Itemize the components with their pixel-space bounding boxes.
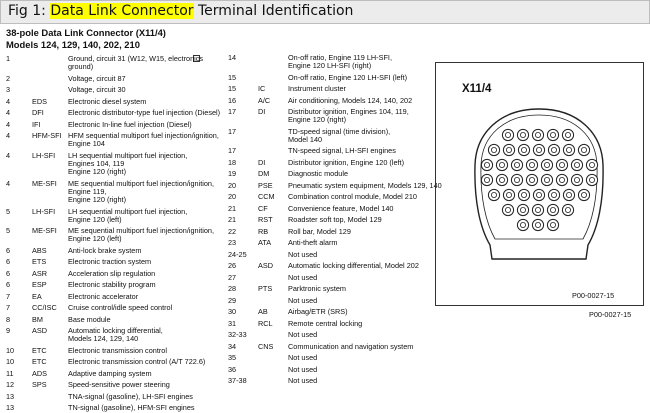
pin-number: 16 [228, 95, 237, 105]
pin-code: ADS [32, 368, 48, 378]
pin-code: CF [258, 203, 268, 213]
pin-socket [556, 174, 567, 185]
pin-number: 23 [228, 238, 237, 248]
pin-description: Engine 120 (right) [288, 115, 347, 125]
pin-socket [532, 129, 543, 140]
pin-number: 7 [6, 303, 11, 313]
pin-row [228, 180, 442, 190]
pin-code: IC [258, 84, 266, 94]
pin-description: On-off ratio, Engine 119 LH-SFI, [288, 53, 392, 62]
pin-number: 21 [228, 203, 237, 213]
pin-number: 4 [6, 96, 11, 106]
pin-code: SPS [32, 380, 47, 390]
pin-number: 22 [228, 226, 237, 236]
pin-socket [526, 159, 537, 170]
pin-row [228, 193, 428, 201]
pin-row [228, 216, 428, 224]
pin-socket [503, 144, 514, 155]
pin-socket [571, 174, 582, 185]
pin-row [6, 180, 230, 205]
pin-description: Engine 119, [68, 186, 107, 196]
pin-description: Distributor ignition, Engines 104, 119, [288, 107, 409, 117]
pin-socket [517, 219, 528, 230]
pin-number: 32-33 [228, 330, 247, 340]
pin-socket [496, 174, 507, 185]
pin-socket [511, 174, 522, 185]
pin-row [228, 251, 428, 259]
pin-socket [556, 159, 567, 170]
pin-number: 15 [228, 84, 237, 94]
pin-code: CNS [258, 341, 274, 351]
pin-description: Automatic locking differential, [68, 326, 163, 336]
pin-description: Not used [288, 295, 318, 305]
pin-number: 35 [228, 353, 237, 363]
pin-number: 17 [228, 126, 237, 136]
pin-number: 6 [6, 257, 11, 267]
figure-prefix: Fig 1: [8, 3, 51, 19]
pin-code: HFM-SFI [32, 131, 62, 141]
pin-number: 1 [6, 54, 11, 63]
pin-socket [563, 189, 574, 200]
pin-description: Electronic diesel system [68, 96, 147, 106]
pin-row [228, 366, 428, 374]
pin-description: Distributor ignition, Engine 120 (left) [288, 157, 404, 167]
connector-label: X11/4 [462, 83, 492, 95]
pin-number: 31 [228, 318, 237, 328]
pin-row [6, 347, 230, 355]
pin-socket [517, 129, 528, 140]
pin-row [228, 331, 428, 339]
pin-number: 13 [6, 403, 15, 413]
pin-socket [578, 189, 589, 200]
pin-description: TN-speed signal, LH-SFI engines [288, 146, 396, 156]
pin-description: Electronic stability program [68, 280, 156, 290]
pin-row [6, 121, 230, 129]
pin-description: Anti-theft alarm [288, 238, 338, 248]
pin-description: Acceleration slip regulation [68, 268, 156, 278]
pin-socket [511, 159, 522, 170]
pin-row [228, 54, 428, 70]
pin-row [228, 274, 428, 282]
pin-number: 5 [6, 206, 11, 216]
pin-socket [502, 129, 513, 140]
pin-description: ME sequential multiport fuel injection/ignition, [68, 226, 215, 236]
pin-code: ABS [32, 245, 47, 255]
pin-code: EDS [32, 96, 48, 106]
pin-socket [562, 204, 573, 215]
pin-code: ASD [258, 261, 274, 271]
pin-description: Air conditioning, Models 124, 140, 202 [288, 95, 413, 105]
pin-number: 3 [6, 85, 11, 95]
pin-number: 20 [228, 180, 237, 190]
pin-row [6, 270, 230, 278]
pin-description: Remote central locking [288, 318, 363, 328]
pin-row [228, 85, 428, 93]
pin-socket [541, 159, 552, 170]
pin-description: Engine 120 (right) [68, 167, 127, 177]
pin-number: 11 [6, 368, 14, 378]
pin-code: AB [258, 307, 268, 317]
pin-code: ETS [32, 257, 47, 267]
pin-row [6, 86, 230, 94]
pin-row [6, 55, 230, 71]
pin-socket [481, 174, 492, 185]
pin-description: Adaptive damping system [68, 368, 152, 378]
pin-code: DM [258, 169, 270, 179]
pin-row [228, 147, 428, 155]
pin-description: Voltage, circuit 30 [68, 85, 126, 95]
pin-row [228, 262, 428, 270]
pin-description: ME sequential multiport fuel injection/ignition, [68, 178, 215, 188]
pin-row [228, 159, 428, 167]
pin-number: 27 [228, 272, 237, 282]
pin-description: ground) [68, 62, 94, 72]
pin-socket [533, 189, 544, 200]
pin-socket [547, 219, 558, 230]
pin-code: ATA [258, 238, 272, 248]
pin-description: Not used [288, 330, 318, 340]
pin-row [6, 208, 230, 224]
pin-number: 29 [228, 295, 237, 305]
pin-description: Not used [288, 353, 318, 363]
pin-socket [586, 174, 597, 185]
pin-row [6, 304, 230, 312]
pin-socket [547, 129, 558, 140]
pin-socket [532, 204, 543, 215]
pin-description: Base module [68, 314, 111, 324]
pin-row [6, 293, 230, 301]
pin-row [6, 227, 230, 243]
pin-code: IFI [32, 119, 41, 129]
pin-number: 13 [6, 391, 15, 401]
pin-socket [481, 159, 492, 170]
pin-code: ASR [32, 268, 48, 278]
pin-description: TNA-signal (gasoline), LH-SFI engines [68, 391, 193, 401]
pin-socket [488, 144, 499, 155]
highlighted-term: Data Link Connector [50, 3, 194, 19]
pin-number: 19 [228, 169, 237, 179]
pin-number: 6 [6, 280, 11, 290]
pin-number: 6 [6, 268, 11, 278]
pin-row [6, 358, 230, 366]
connector-figure [435, 62, 644, 306]
pin-number: 14 [228, 53, 237, 62]
figure-suffix: Terminal Identification [193, 3, 354, 19]
pin-code: RST [258, 215, 273, 225]
pin-number: 18 [228, 157, 237, 167]
pin-code: LH-SFI [32, 150, 56, 160]
pin-code: ETC [32, 357, 47, 367]
pin-code: ESP [32, 280, 47, 290]
pin-row [228, 320, 428, 328]
pin-number: 20 [228, 192, 237, 202]
doc-subtitle: Models 124, 129, 140, 202, 210 [6, 39, 140, 50]
pin-row [228, 343, 428, 351]
pin-socket [571, 159, 582, 170]
pin-socket [548, 189, 559, 200]
pin-number: 36 [228, 364, 237, 374]
pin-row [228, 128, 428, 144]
pin-description: Pneumatic system equipment, Models 129, 140 [288, 180, 442, 190]
pin-description: Not used [288, 272, 318, 282]
pin-row [6, 327, 230, 343]
pin-socket [586, 159, 597, 170]
pin-socket [502, 204, 513, 215]
pin-number: 17 [228, 146, 237, 156]
pin-row [6, 281, 230, 289]
pin-socket [526, 174, 537, 185]
pin-description: Communication and navigation system [288, 341, 414, 351]
pin-row [6, 393, 230, 401]
pin-number: 9 [6, 326, 11, 336]
pin-code: PTS [258, 284, 273, 294]
pin-row [228, 308, 428, 316]
pin-code: CCM [258, 192, 275, 202]
pin-description: Not used [288, 249, 318, 259]
pin-socket [518, 144, 529, 155]
doc-title: 38-pole Data Link Connector (X11/4) [6, 27, 166, 38]
pin-description: TN-signal (gasoline), HFM-SFI engines [68, 403, 195, 413]
pin-description: Engine 104 [68, 139, 105, 149]
pin-number: 4 [6, 178, 11, 188]
pin-code: DI [258, 107, 266, 117]
pin-socket [496, 159, 507, 170]
pin-number: 37-38 [228, 376, 247, 386]
pin-socket [563, 144, 574, 155]
pin-code: RCL [258, 318, 273, 328]
pin-description: Engine 120 (left) [68, 214, 122, 224]
pin-description: Engines 104, 119 [68, 158, 125, 168]
pin-socket [518, 189, 529, 200]
pin-socket [562, 129, 573, 140]
pin-number: 12 [6, 380, 15, 390]
figure-code-outer: P00-0027-15 [589, 310, 632, 319]
pin-row [6, 247, 230, 255]
pin-row [228, 205, 428, 213]
pin-description: Automatic locking differential, Model 202 [288, 261, 419, 271]
pin-row [228, 97, 428, 105]
pin-socket [533, 144, 544, 155]
pin-description: Airbag/ETR (SRS) [288, 307, 348, 317]
pin-row [228, 228, 428, 236]
pin-code: ASD [32, 326, 48, 336]
pin-number: 34 [228, 341, 237, 351]
pin-description: LH sequential multiport fuel injection, [68, 206, 188, 216]
pin-number: 2 [6, 73, 11, 83]
pin-code: ME-SFI [32, 178, 57, 188]
pin-socket [578, 144, 589, 155]
pin-number: 10 [6, 345, 15, 355]
connector-diagram [436, 63, 643, 305]
pin-number: 8 [6, 314, 11, 324]
pin-code: PSE [258, 180, 273, 190]
pin-number: 4 [6, 131, 11, 141]
pin-socket [541, 174, 552, 185]
pin-row [228, 170, 428, 178]
pin-description: Engine 120 (left) [68, 234, 122, 244]
pin-code: DFI [32, 108, 44, 118]
pin-description: Convenience feature, Model 140 [288, 203, 394, 213]
connector-pins [481, 129, 597, 230]
pin-row [228, 74, 428, 82]
pin-code: BM [32, 314, 43, 324]
pin-socket [532, 219, 543, 230]
pin-socket [503, 189, 514, 200]
pin-description: Instrument cluster [288, 84, 346, 94]
pin-code: DI [258, 157, 266, 167]
pin-number: 5 [6, 226, 11, 236]
pin-description: Cruise control/idle speed control [68, 303, 173, 313]
pin-code: ME-SFI [32, 226, 57, 236]
pin-row [6, 316, 230, 324]
pin-code: CC/ISC [32, 303, 57, 313]
pin-row [228, 239, 428, 247]
pin-row [6, 132, 230, 148]
figure-title [8, 3, 353, 19]
pin-number: 10 [6, 357, 15, 367]
pin-row [6, 258, 230, 266]
pin-description: On-off ratio, Engine 120 LH-SFI (left) [288, 72, 408, 82]
pin-description: Electronic traction system [68, 257, 152, 267]
pin-description: Combination control module, Model 210 [288, 192, 417, 202]
pin-number: 28 [228, 284, 237, 294]
pin-row [6, 98, 230, 106]
pin-socket [548, 144, 559, 155]
pin-number: 15 [228, 72, 237, 82]
pin-number: 7 [6, 291, 11, 301]
pin-row [6, 404, 230, 412]
pin-number: 4 [6, 150, 11, 160]
pin-number: 24-25 [228, 249, 247, 259]
pin-row [228, 108, 428, 124]
pin-description: Not used [288, 364, 318, 374]
figure-code: P00-0027-15 [572, 291, 615, 300]
pin-code: ETC [32, 345, 47, 355]
figure-header [0, 0, 650, 24]
pin-description: Electronic accelerator [68, 291, 139, 301]
pin-description: Electronic In-line fuel injection (Diesel) [68, 119, 192, 129]
pin-description: Electronic transmission control [68, 345, 167, 355]
pin-description: Roll bar, Model 129 [288, 226, 351, 236]
pin-row [228, 377, 428, 385]
pin-code: RB [258, 226, 269, 236]
pin-description: Parktronic system [288, 284, 346, 294]
pin-number: 17 [228, 107, 237, 117]
document-scan [0, 23, 650, 413]
pin-number: 30 [228, 307, 237, 317]
pin-code: LH-SFI [32, 206, 56, 216]
pin-row [6, 152, 230, 177]
pin-row [228, 354, 428, 362]
pin-description: Electronic distributor-type fuel injection (Diesel) [68, 108, 221, 118]
pin-description: Diagnostic module [288, 169, 349, 179]
pin-description: Engine 120 LH-SFI (right) [288, 61, 372, 71]
pin-row [6, 381, 230, 389]
pin-socket [547, 204, 558, 215]
pin-description: Models 124, 129, 140 [68, 334, 139, 344]
pin-description: TD-speed signal (time division), [288, 126, 391, 136]
pin-description: Roadster soft top, Model 129 [288, 215, 382, 225]
pin-description: Electronic transmission control (A/T 722.6) [68, 357, 206, 367]
pin-number: 4 [6, 108, 11, 118]
pin-row [6, 370, 230, 378]
pin-number: 26 [228, 261, 237, 271]
pin-socket [517, 204, 528, 215]
pin-description: Model 140 [288, 134, 323, 144]
pin-description: Speed-sensitive power steering [68, 380, 170, 390]
pin-row [228, 297, 428, 305]
pin-number: 4 [6, 119, 11, 129]
pin-description: Engine 120 (right) [68, 195, 127, 205]
pin-socket [488, 189, 499, 200]
pin-description: Voltage, circuit 87 [68, 73, 126, 83]
pin-number: 6 [6, 245, 11, 255]
pin-description: HFM sequential multiport fuel injection/ignition, [68, 131, 219, 141]
pin-code: A/C [258, 95, 271, 105]
pin-description: Ground, circuit 31 (W12, W15, electronics [68, 54, 204, 63]
pin-row [6, 109, 230, 117]
pin-number: 21 [228, 215, 237, 225]
pin-description: LH sequential multiport fuel injection, [68, 150, 188, 160]
pin-description: Not used [288, 376, 318, 386]
pin-code: EA [32, 291, 42, 301]
pin-row [228, 285, 428, 293]
pin-description: Anti-lock brake system [68, 245, 142, 255]
pin-row [6, 75, 230, 83]
